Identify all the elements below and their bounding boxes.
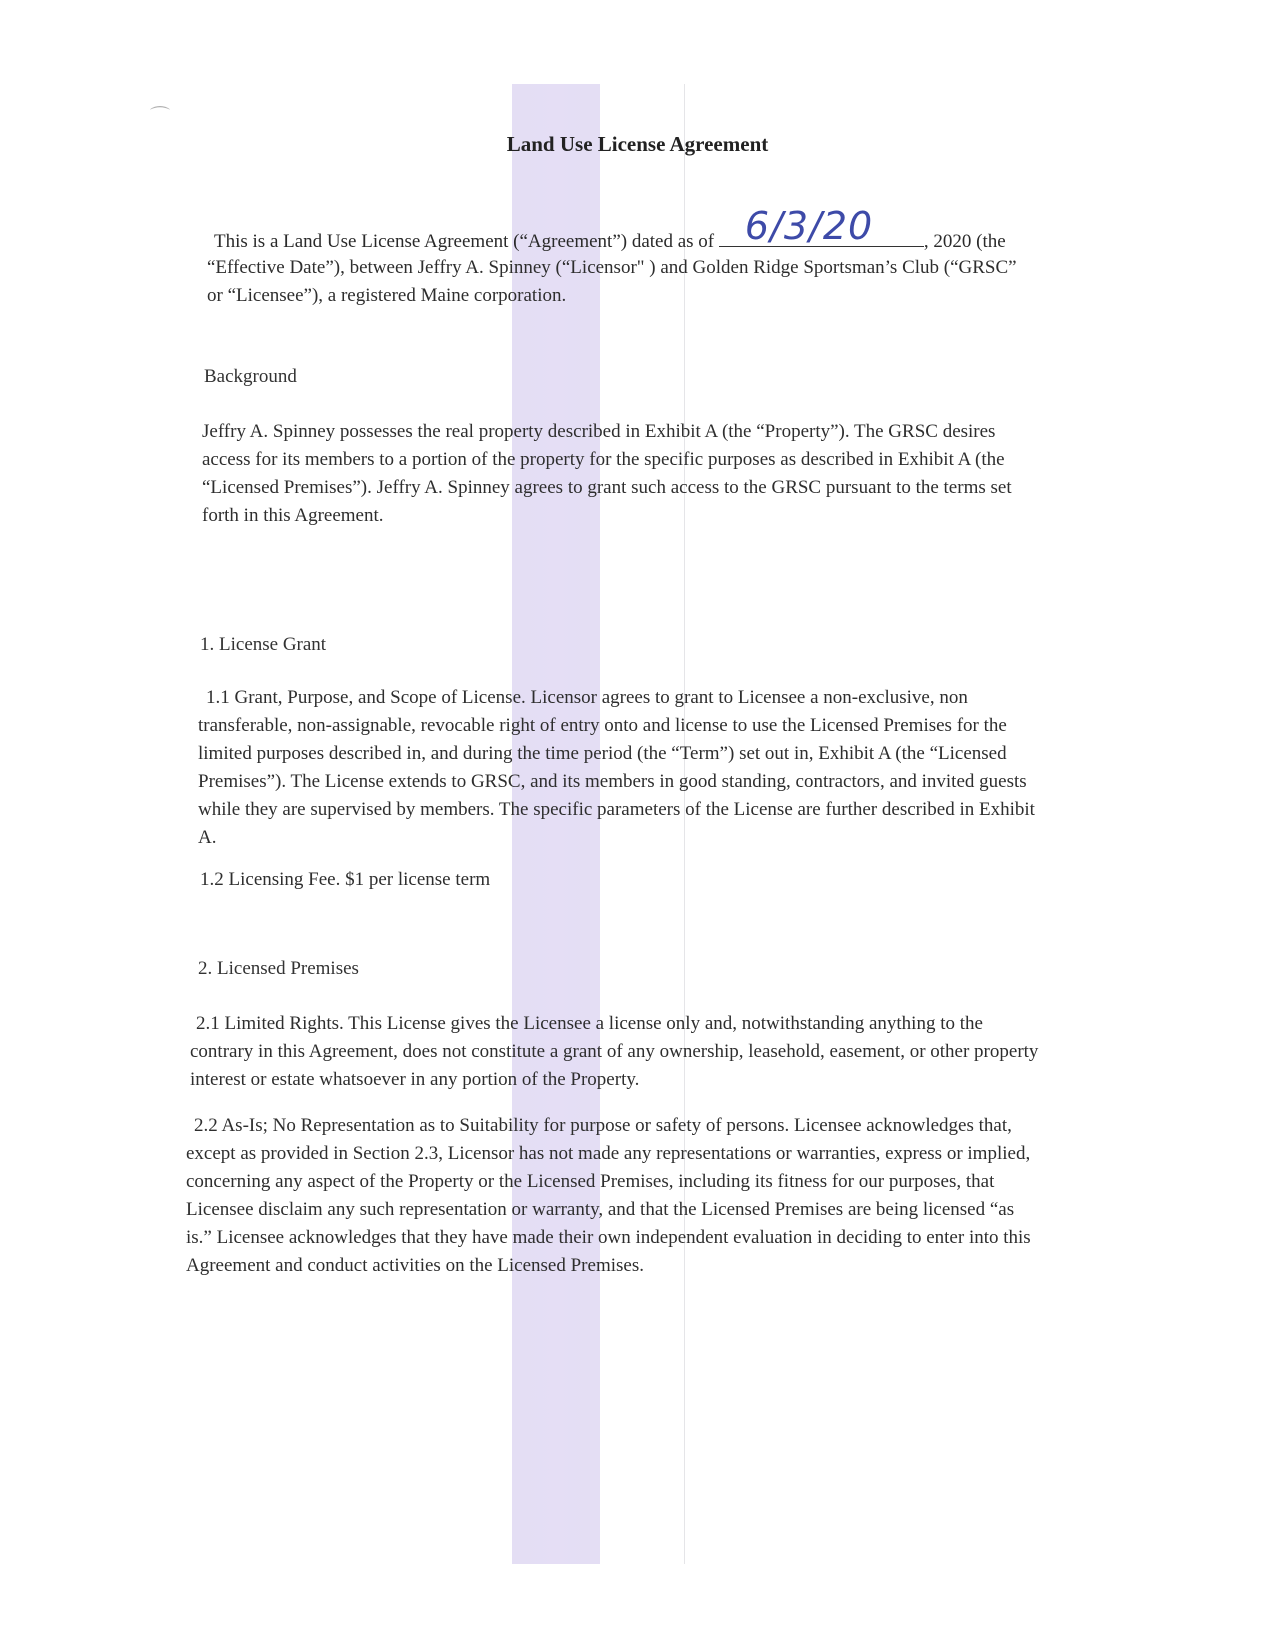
section-2-heading: 2. Licensed Premises (198, 958, 359, 979)
background-heading: Background (204, 366, 297, 387)
scan-smudge-mark: ⌒ (150, 106, 170, 128)
section-2-2-paragraph: 2.2 As-Is; No Representation as to Suitability for purpose or safety of persons. Licensee acknowledges that, except as provided in Section 2.3, Licensor has not made any representations or warranties, express or implied, concerning any aspect of the Property or the Licensed Premises, including its fitness for our purposes, that Licensee disclaim any such representation or warranty, and that the Licensed Premises are being licensed “as is.” Licensee acknowledges that they have made their own independent evaluation in deciding to enter into this Agreement and conduct activities on the Licensed Premises. (186, 1115, 1031, 1276)
section-2-1-paragraph: 2.1 Limited Rights. This License gives the Licensee a license only and, notwithstanding anything to the contrary in this Agreement, does not constitute a grant of any ownership, leasehold, easement, or other property interest or estate whatsoever in any portion of the Property. (190, 1013, 1039, 1090)
intro-prefix: This is a Land Use License Agreement (“Agreement”) dated as of (214, 231, 715, 252)
section-1-2-paragraph: 1.2 Licensing Fee. $1 per license term (200, 869, 491, 890)
intro-first-line (214, 204, 1006, 253)
intro-suffix: , 2020 (the (923, 231, 1006, 252)
document-title: Land Use License Agreement (506, 132, 769, 156)
intro-paragraph-rest: “Effective Date”), between Jeffry A. Spinney (“Licensor" ) and Golden Ridge Sportsman’s Club (“GRSC” or “Licensee”), a registered Maine corporation. (207, 257, 1017, 306)
handwritten-date: 6/3/20 (744, 204, 874, 248)
background-paragraph: Jeffry A. Spinney possesses the real property described in Exhibit A (the “Property”). The GRSC desires access for its members to a portion of the property for the specific purposes as described in Exhibit A (the “Licensed Premises”). Jeffry A. Spinney agrees to grant such access to the GRSC pursuant to the terms set forth in this Agreement. (202, 421, 1012, 526)
section-1-heading: 1. License Grant (200, 634, 327, 655)
date-signature-line (719, 204, 924, 248)
section-1-1-paragraph: 1.1 Grant, Purpose, and Scope of License. Licensor agrees to grant to Licensee a non-exclusive, non transferable, non-assignable, revocable right of entry onto and license to use the Licensed Premises for the limited purposes described in, and during the time period (the “Term”) set out in, Exhibit A (the “Licensed Premises”). The License extends to GRSC, and its members in good standing, contractors, and invited guests while they are supervised by members. The specific parameters of the License are further described in Exhibit A. (198, 687, 1035, 848)
